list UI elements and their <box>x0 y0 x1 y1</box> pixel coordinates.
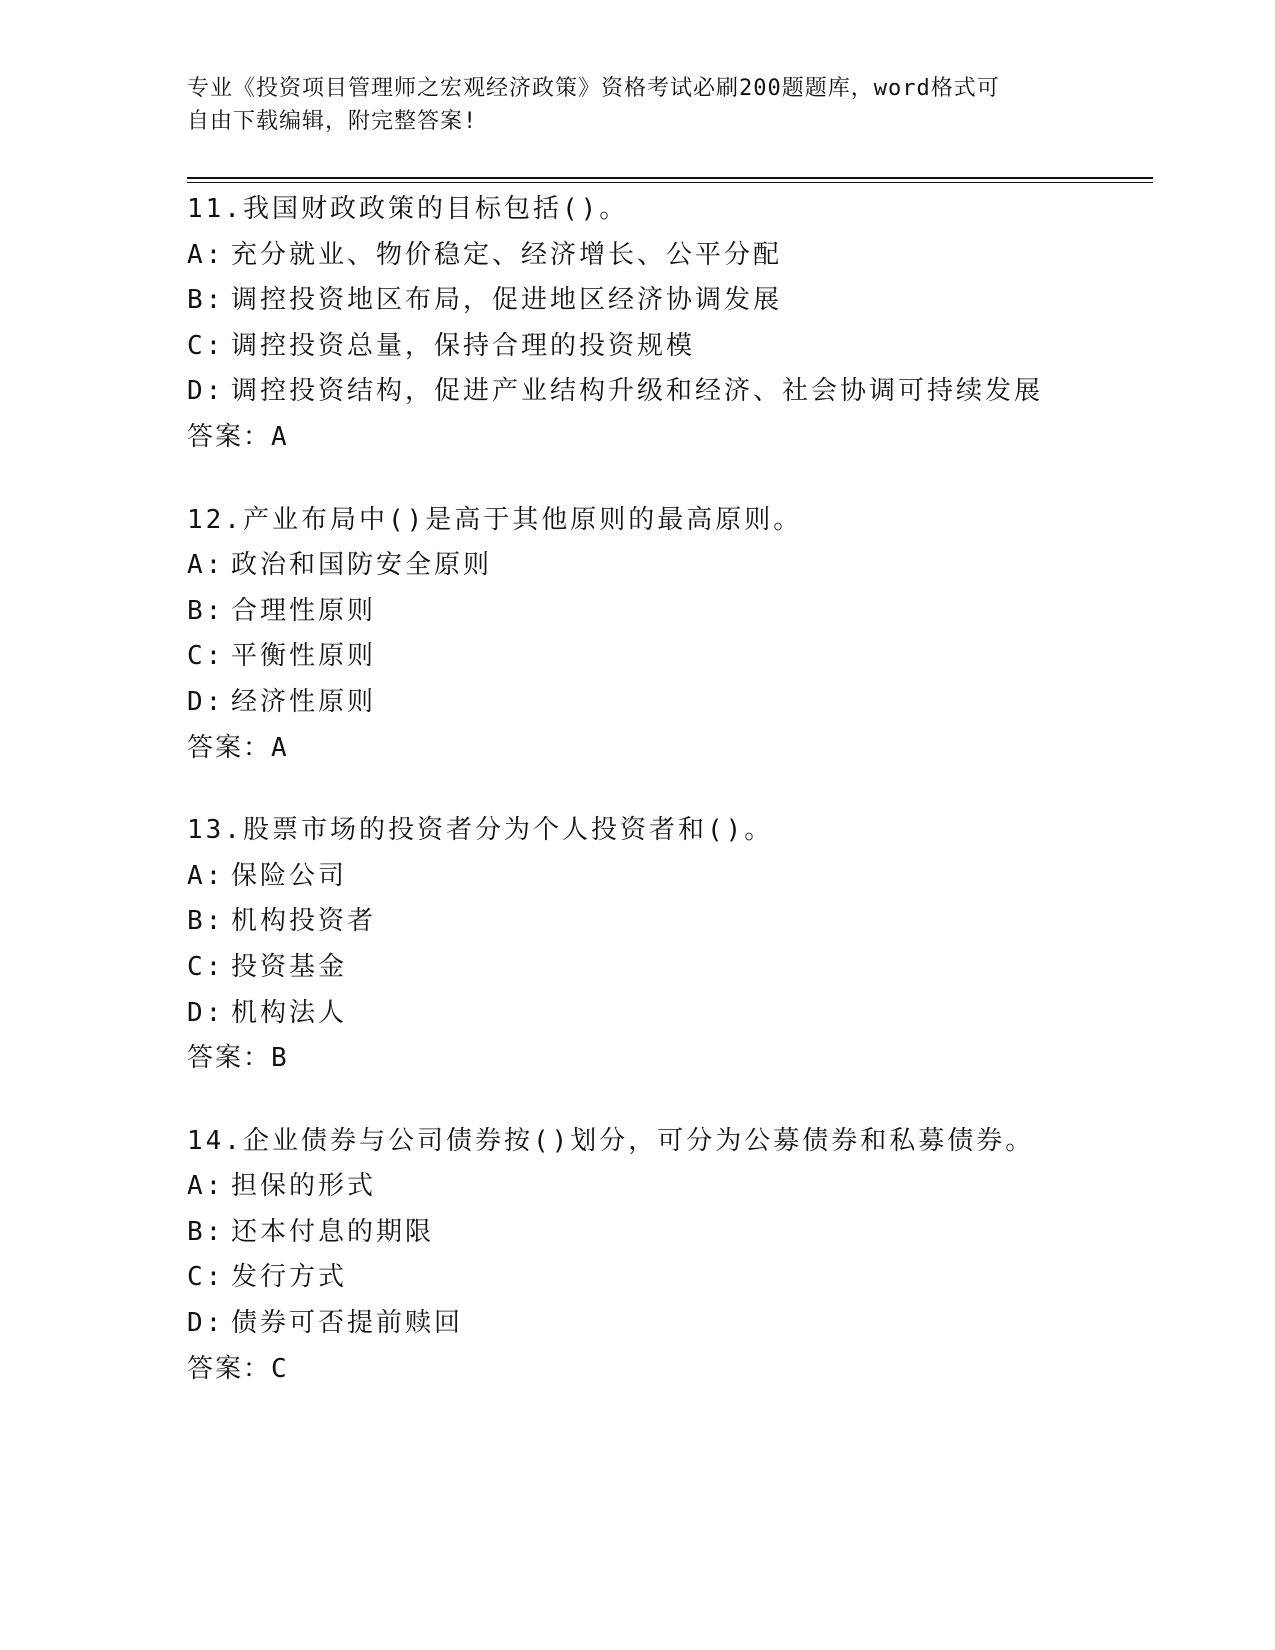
option-a <box>187 1164 1153 1210</box>
option-a <box>187 233 1153 279</box>
option-d <box>187 991 1153 1037</box>
option-text: 调控投资地区布局，促进地区经济协调发展 <box>231 285 783 316</box>
option-b <box>187 1210 1153 1256</box>
option-letter: C: <box>187 641 225 672</box>
option-d <box>187 369 1153 415</box>
option-text: 保险公司 <box>231 860 348 891</box>
option-letter: C: <box>187 330 225 361</box>
question-13 <box>187 808 1153 1082</box>
option-text: 平衡性原则 <box>231 641 377 672</box>
option-c <box>187 634 1153 680</box>
question-stem: 12.产业布局中()是高于其他原则的最高原则。 <box>187 504 803 535</box>
answer-value: A <box>271 732 287 763</box>
option-text: 担保的形式 <box>231 1171 377 1202</box>
answer-row <box>187 1036 1153 1082</box>
option-b <box>187 589 1153 635</box>
header-line-2: 自由下载编辑，附完整答案! <box>187 109 478 134</box>
option-b <box>187 899 1153 945</box>
option-letter: A: <box>187 1171 225 1202</box>
option-letter: D: <box>187 1308 225 1339</box>
answer-row <box>187 726 1153 772</box>
option-letter: B: <box>187 595 225 626</box>
option-text: 政治和国防安全原则 <box>231 550 493 581</box>
answer-value: B <box>271 1043 287 1074</box>
option-text: 经济性原则 <box>231 686 377 717</box>
answer-label: 答案： <box>187 1353 272 1384</box>
option-text: 投资基金 <box>231 951 348 982</box>
question-list <box>187 187 1153 1429</box>
answer-value: C <box>271 1353 287 1384</box>
option-c <box>187 945 1153 991</box>
option-letter: D: <box>187 686 225 717</box>
option-d <box>187 680 1153 726</box>
question-stem: 11.我国财政政策的目标包括()。 <box>187 194 629 224</box>
option-text: 充分就业、物价稳定、经济增长、公平分配 <box>231 239 783 270</box>
option-text: 还本付息的期限 <box>231 1216 435 1247</box>
option-letter: B: <box>187 285 225 316</box>
header-divider-thick <box>187 177 1153 179</box>
option-letter: C: <box>187 1262 225 1293</box>
answer-value: A <box>271 421 287 452</box>
option-letter: A: <box>187 550 225 581</box>
option-text: 发行方式 <box>231 1262 348 1293</box>
option-d <box>187 1301 1153 1347</box>
option-letter: D: <box>187 376 225 407</box>
answer-label: 答案： <box>187 421 272 452</box>
document-header <box>187 72 1087 138</box>
question-stem: 14.企业债券与公司债券按()划分，可分为公募债券和私募债券。 <box>187 1125 1035 1156</box>
option-text: 调控投资结构，促进产业结构升级和经济、社会协调可持续发展 <box>231 376 1044 407</box>
answer-row <box>187 415 1153 461</box>
option-c <box>187 324 1153 370</box>
option-b <box>187 278 1153 324</box>
question-stem: 13.股票市场的投资者分为个人投资者和()。 <box>187 815 774 846</box>
question-11 <box>187 187 1153 461</box>
answer-label: 答案： <box>187 732 272 763</box>
header-divider-thin <box>187 182 1153 183</box>
option-a <box>187 854 1153 900</box>
option-letter: D: <box>187 997 225 1028</box>
option-letter: A: <box>187 860 225 891</box>
option-text: 合理性原则 <box>231 595 377 626</box>
option-letter: B: <box>187 1216 225 1247</box>
option-text: 机构法人 <box>231 997 348 1028</box>
option-letter: A: <box>187 239 225 270</box>
option-letter: B: <box>187 906 225 937</box>
answer-row <box>187 1347 1153 1393</box>
option-text: 机构投资者 <box>231 906 377 937</box>
option-text: 债券可否提前赎回 <box>231 1308 464 1339</box>
option-letter: C: <box>187 951 225 982</box>
option-c <box>187 1255 1153 1301</box>
answer-label: 答案： <box>187 1043 272 1074</box>
question-14 <box>187 1119 1153 1393</box>
option-text: 调控投资总量，保持合理的投资规模 <box>231 330 696 361</box>
header-line-1: 专业《投资项目管理师之宏观经济政策》资格考试必刷200题题库，word格式可 <box>187 76 1000 101</box>
option-a <box>187 543 1153 589</box>
question-12 <box>187 498 1153 772</box>
